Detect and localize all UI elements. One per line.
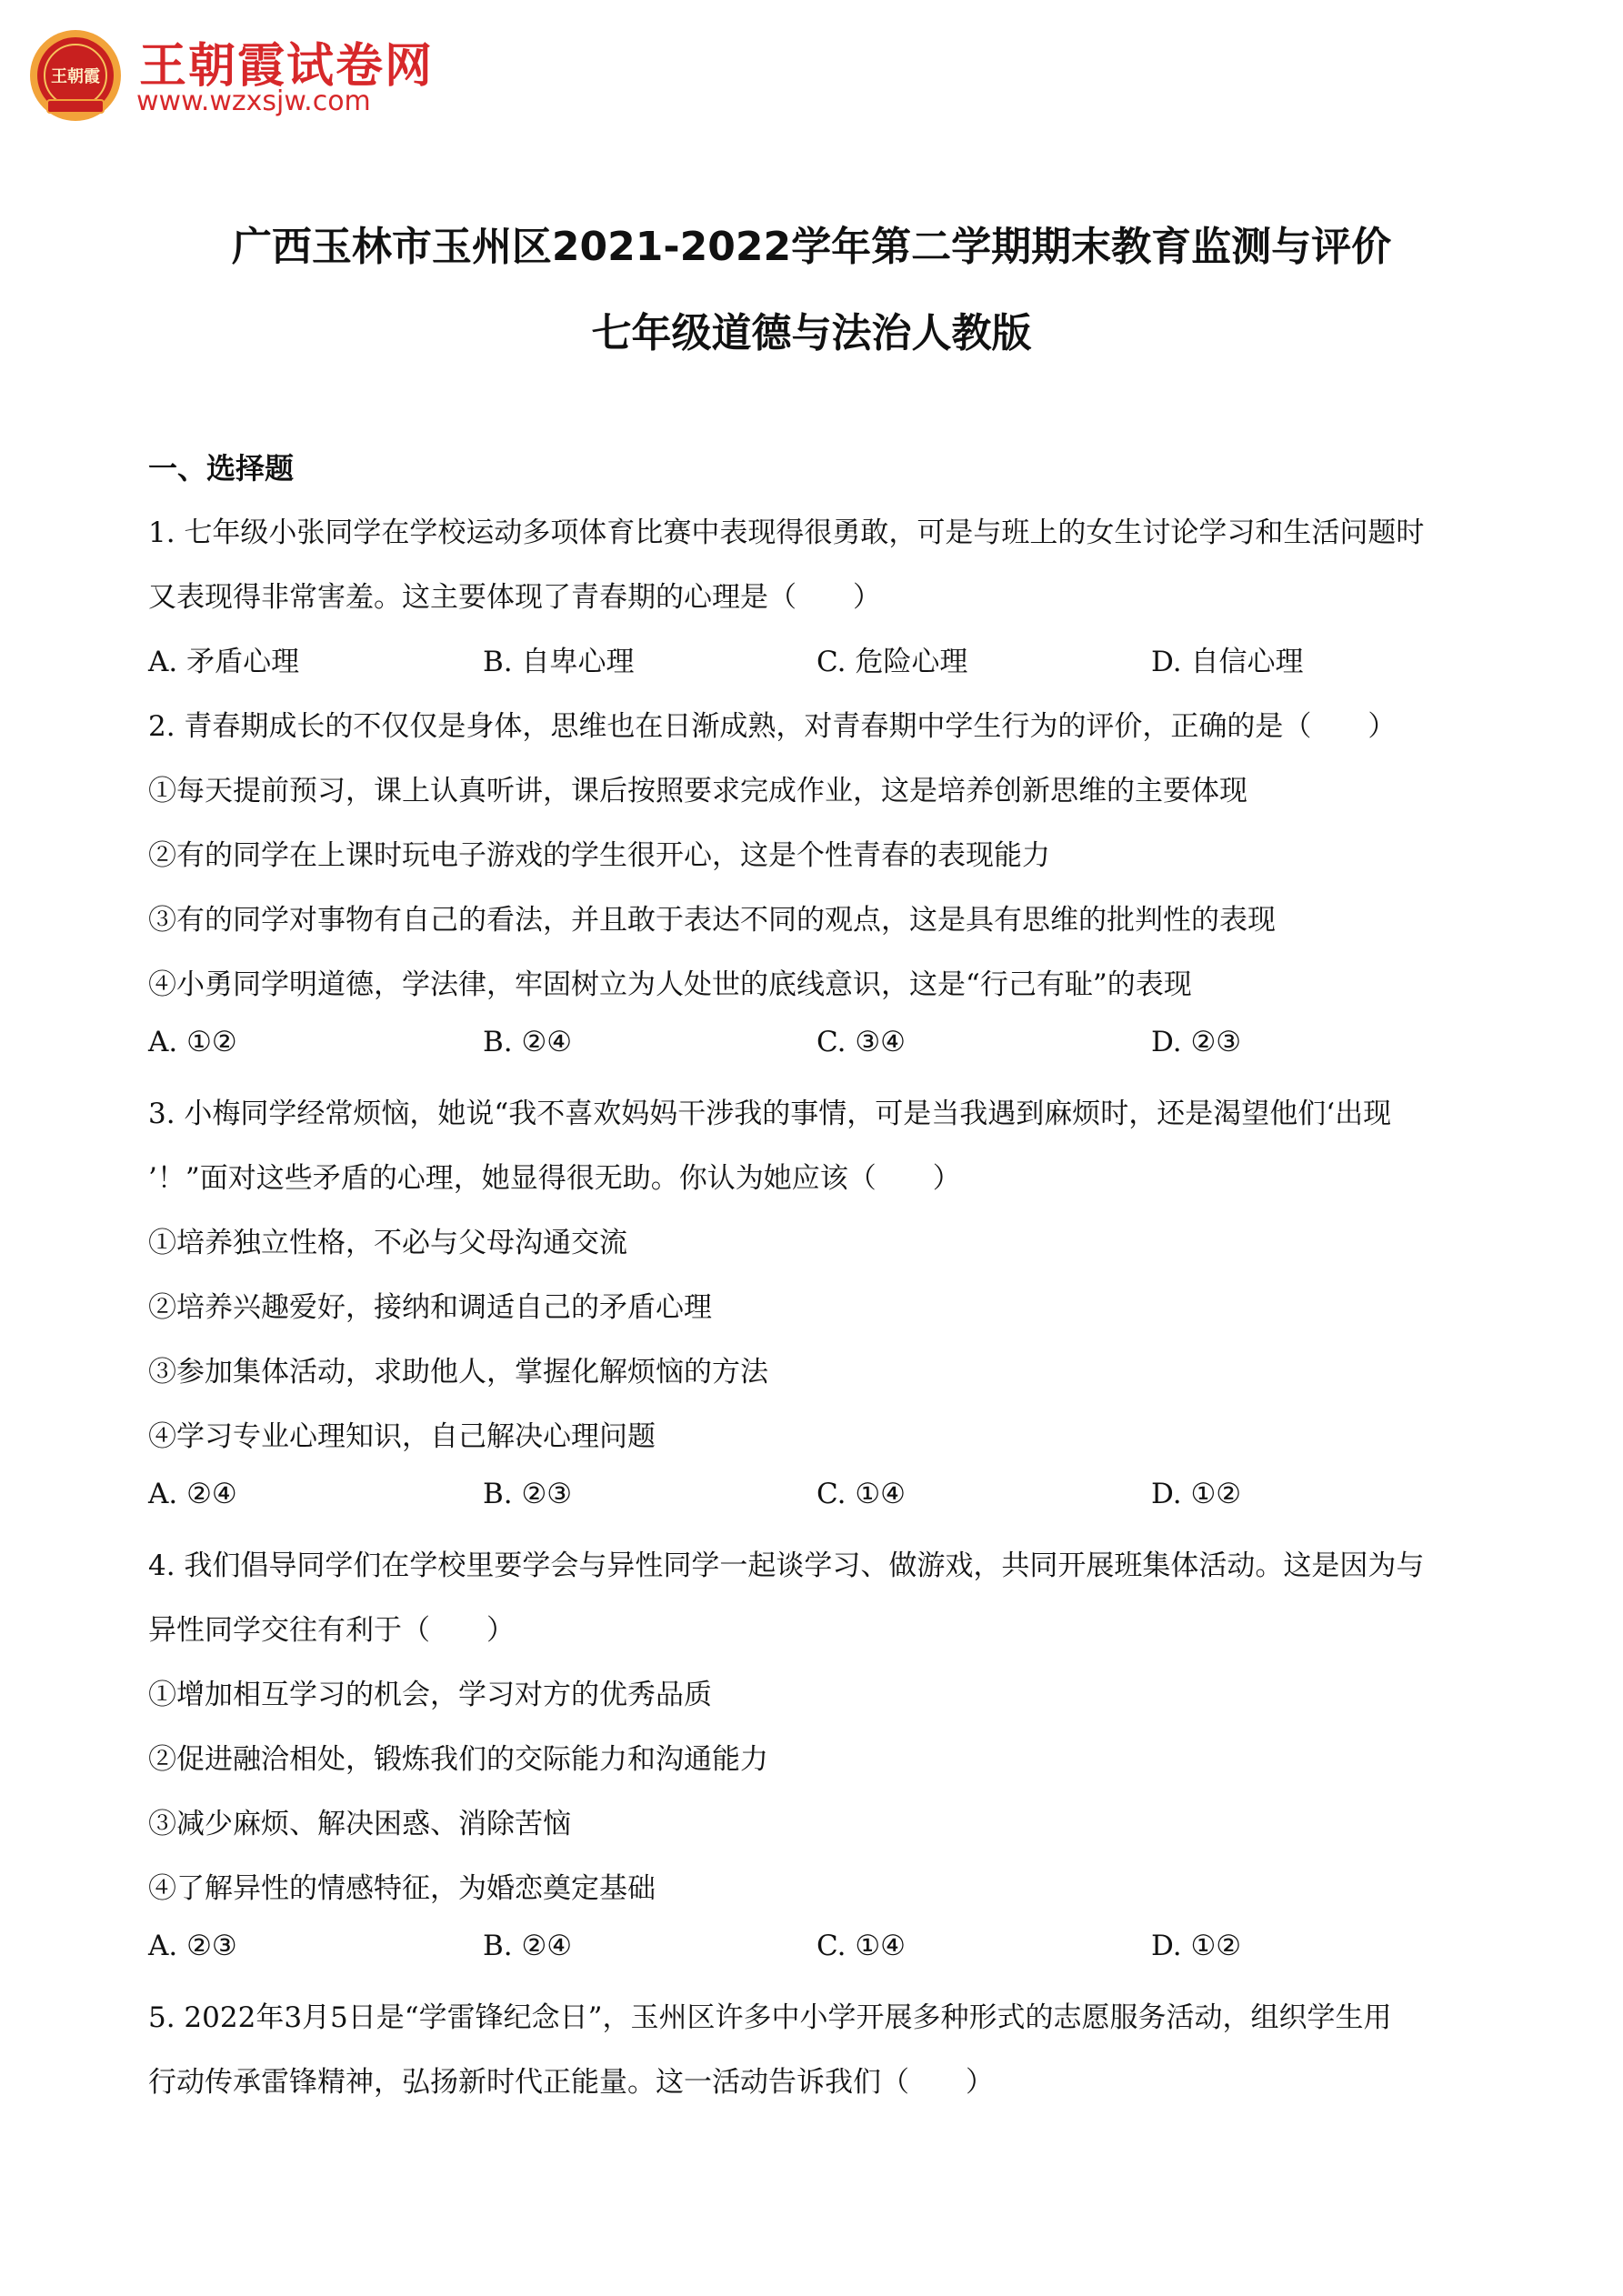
question-2-item-3: ③有的同学对事物有自己的看法，并且敢于表达不同的观点，这是具有思维的批判性的表现 <box>148 904 1276 937</box>
question-3-stem-cont: ’！”面对这些矛盾的心理，她显得很无助。你认为她应该（ ） <box>148 1162 961 1195</box>
option-d[interactable]: D. ①② <box>1151 1478 1242 1510</box>
option-b[interactable]: B. 自卑心理 <box>483 646 635 678</box>
question-2-item-2: ②有的同学在上课时玩电子游戏的学生很开心，这是个性青春的表现能力 <box>148 839 1050 872</box>
question-4-options <box>148 1930 1494 1968</box>
site-logo <box>25 25 435 125</box>
question-4-item-1: ①增加相互学习的机会，学习对方的优秀品质 <box>148 1679 712 1711</box>
question-2-item-1: ①每天提前预习，课上认真听讲，课后按照要求完成作业，这是培养创新思维的主要体现 <box>148 775 1247 807</box>
option-c[interactable]: C. ①④ <box>817 1478 906 1510</box>
question-2-stem: 2. 青春期成长的不仅仅是身体，思维也在日渐成熟，对青春期中学生行为的评价，正确的是（ ） <box>148 710 1397 743</box>
question-1-options <box>148 638 1494 677</box>
option-c[interactable]: C. ①④ <box>817 1930 906 1962</box>
question-3-item-3: ③参加集体活动，求助他人，掌握化解烦恼的方法 <box>148 1356 768 1389</box>
question-4-stem: 4. 我们倡导同学们在学校里要学会与异性同学一起谈学习、做游戏，共同开展班集体活动。这是因为与 <box>148 1549 1425 1582</box>
question-1-stem: 1. 七年级小张同学在学校运动多项体育比赛中表现得很勇敢，可是与班上的女生讨论学习和生活问题时 <box>148 516 1425 549</box>
question-4-item-4: ④了解异性的情感特征，为婚恋奠定基础 <box>148 1872 656 1905</box>
question-3-options <box>148 1478 1494 1516</box>
option-a[interactable]: A. ①② <box>148 1026 237 1058</box>
option-a[interactable]: A. ②④ <box>148 1478 237 1510</box>
brand-url[interactable]: www.wzxsjw.com <box>136 85 371 117</box>
option-b[interactable]: B. ②④ <box>483 1930 573 1962</box>
question-4-item-2: ②促进融洽相处，锻炼我们的交际能力和沟通能力 <box>148 1743 768 1776</box>
question-3-item-2: ②培养兴趣爱好，接纳和调适自己的矛盾心理 <box>148 1291 712 1324</box>
brand-name: 王朝霞试卷网 <box>139 39 435 94</box>
document-title: 广西玉林市玉州区2021-2022学年第二学期期末教育监测与评价 <box>231 224 1392 270</box>
option-d[interactable]: D. ①② <box>1151 1930 1242 1962</box>
option-b[interactable]: B. ②④ <box>483 1026 573 1058</box>
option-d[interactable]: D. 自信心理 <box>1151 646 1304 678</box>
option-a[interactable]: A. ②③ <box>148 1930 237 1962</box>
section-heading: 一、选择题 <box>148 451 295 486</box>
question-3-item-1: ①培养独立性格，不必与父母沟通交流 <box>148 1227 627 1259</box>
question-3-item-4: ④学习专业心理知识，自己解决心理问题 <box>148 1420 656 1453</box>
option-b[interactable]: B. ②③ <box>483 1478 573 1510</box>
svg-text:王朝霞: 王朝霞 <box>51 67 100 86</box>
question-3-stem: 3. 小梅同学经常烦恼，她说“我不喜欢妈妈干涉我的事情，可是当我遇到麻烦时，还是渴望他们‘出现 <box>148 1098 1392 1130</box>
question-5-stem-cont: 行动传承雷锋精神，弘扬新时代正能量。这一活动告诉我们（ ） <box>148 2066 994 2099</box>
document-subtitle: 七年级道德与法治人教版 <box>591 310 1032 356</box>
option-c[interactable]: C. ③④ <box>817 1026 906 1058</box>
option-d[interactable]: D. ②③ <box>1151 1026 1242 1058</box>
seal-icon <box>25 25 125 125</box>
question-4-stem-cont: 异性同学交往有利于（ ） <box>148 1614 515 1647</box>
question-1-stem-cont: 又表现得非常害羞。这主要体现了青春期的心理是（ ） <box>148 581 881 614</box>
question-4-item-3: ③减少麻烦、解决困惑、消除苦恼 <box>148 1808 571 1840</box>
question-2-options <box>148 1026 1494 1064</box>
option-c[interactable]: C. 危险心理 <box>817 646 968 678</box>
question-5-stem: 5. 2022年3月5日是“学雷锋纪念日”，玉州区许多中小学开展多种形式的志愿服务活动，组织学生用 <box>148 2001 1392 2034</box>
option-a[interactable]: A. 矛盾心理 <box>148 646 300 678</box>
question-2-item-4: ④小勇同学明道德，学法律，牢固树立为人处世的底线意识，这是“行己有耻”的表现 <box>148 968 1192 1001</box>
